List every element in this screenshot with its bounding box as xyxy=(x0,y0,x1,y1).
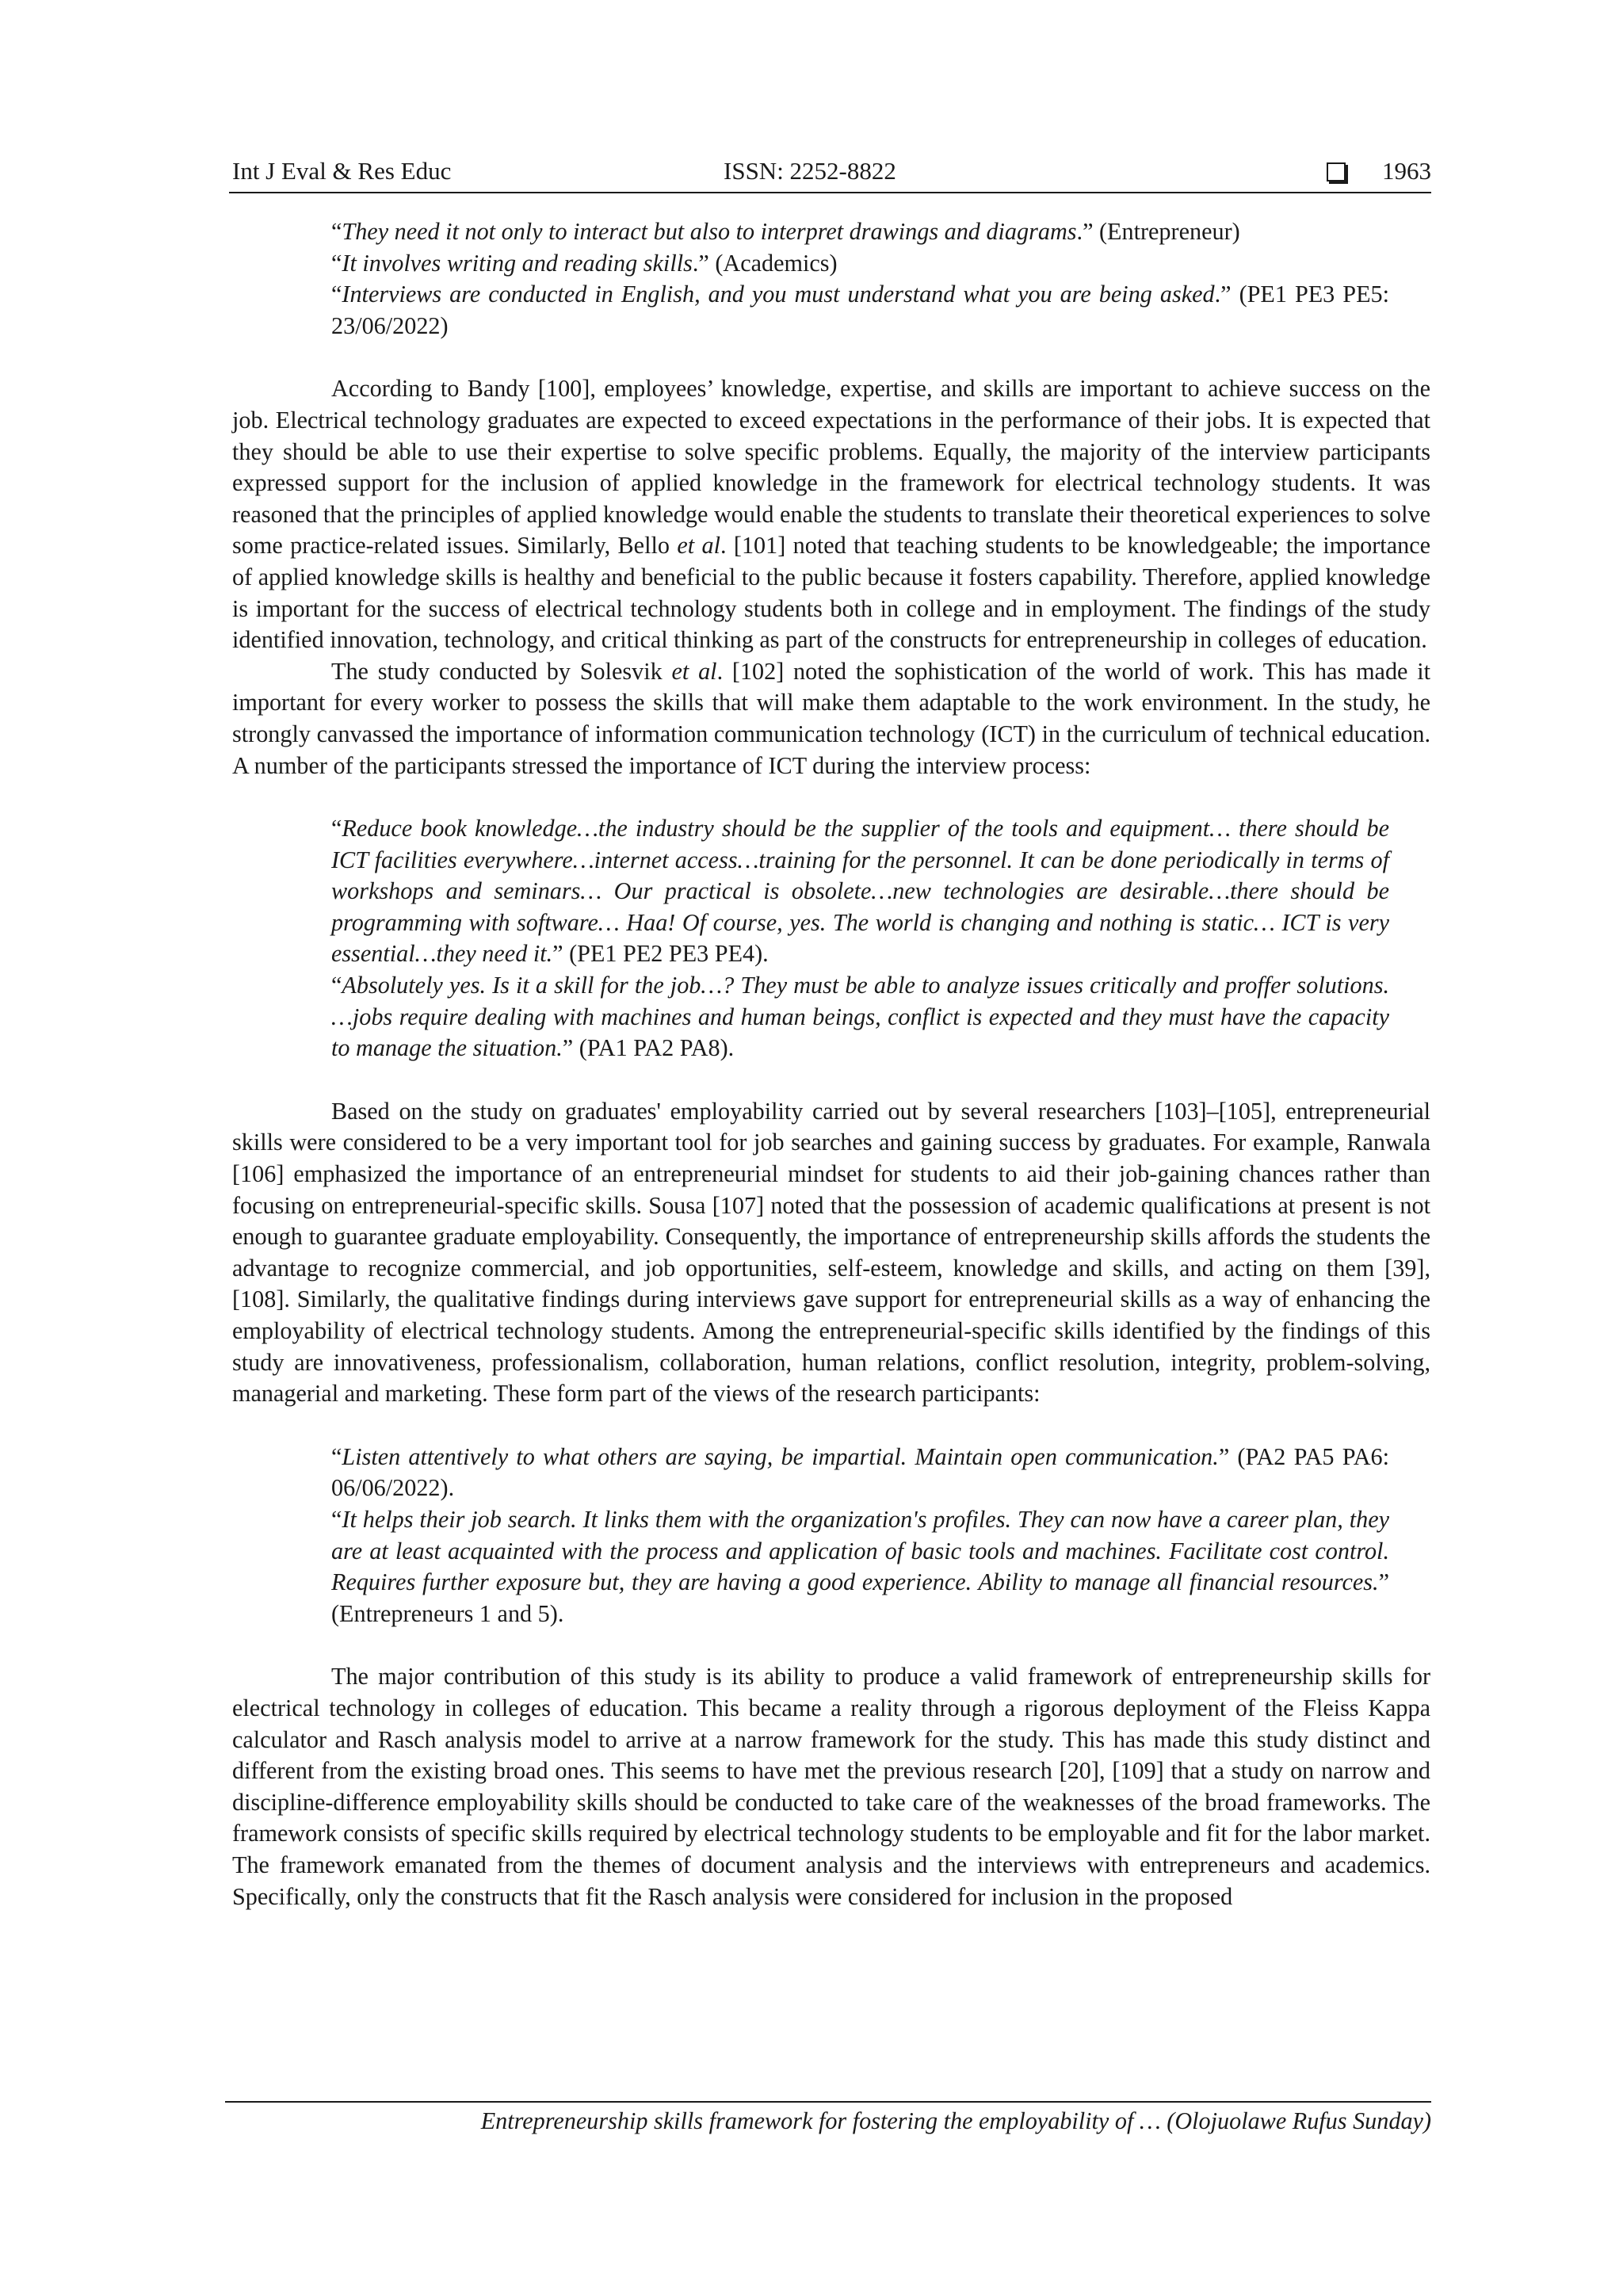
square-bullet-icon xyxy=(1327,162,1346,181)
quote: “They need it not only to interact but also to interpret drawings and diagrams.” (Entrepreneur) xyxy=(331,218,1240,245)
quote: “Reduce book knowledge…the industry should be the supplier of the tools and equipment… there should be ICT facilities everywhere…internet access…training for the personnel. It can be done periodically in terms of workshops and seminars… Our practical is obsolete…new technologies are desirable…there should be programming with software… Haa! Of course, yes. The world is changing and nothing is static… ICT is very essential…they need it.” (PE1 PE2 PE3 PE4). xyxy=(331,815,1389,968)
quote: “It helps their job search. It links them with the organization's profiles. They can now have a career plan, they are at least acquainted with the process and application of basic tools and machines. Facilitate cost control. Requires further exposure but, they are having a good experience. Ability to manage all financial resources.” (Entrepreneurs 1 and 5). xyxy=(331,1505,1389,1627)
quote: “It involves writing and reading skills.” (Academics) xyxy=(331,249,838,277)
paragraph: The major contribution of this study is its ability to produce a valid framework of entrepreneurship skills for electrical technology in colleges of education. This became a reality through a rigorous deployment of the Fleiss Kappa calculator and Rasch analysis model to arrive at a narrow framework for the study. This has made this study distinct and different from the existing broad ones. This seems to have met the previous research [20], [109] that a study on narrow and discipline-difference employability skills should be conducted to take care of the weaknesses of the broad frameworks. The framework consists of specific skills required by electrical technology students to be employable and fit for the labor market. The framework emanated from the themes of document analysis and the interviews with entrepreneurs and academics. Specifically, only the constructs that fit the Rasch analysis were considered for inclusion in the proposed xyxy=(232,1663,1430,1910)
running-footer: Entrepreneurship skills framework for fostering the employability of … (Olojuolawe Rufus Sunday) xyxy=(225,2101,1431,2135)
quote: “Listen attentively to what others are saying, be impartial. Maintain open communication.” (PA2 PA5 PA6: 06/06/2022). xyxy=(331,1442,1390,1502)
quote-block-3 xyxy=(331,1442,1389,1630)
paper-page xyxy=(229,0,1431,2296)
running-header xyxy=(229,155,1431,193)
paragraph: According to Bandy [100], employees’ knowledge, expertise, and skills are important to achieve success on the job. Electrical technology graduates are expected to exceed expectations in the performance of their jobs. It is expected that they should be able to use their expertise to solve specific problems. Equally, the majority of the interview participants expressed support for the inclusion of applied knowledge in the framework for electrical technology students. It was reasoned that the principles of applied knowledge would enable the students to translate their theoretical experiences to solve some practice-related issues. Similarly, Bello et al. [101] noted that teaching students to be knowledgeable; the importance of applied knowledge skills is healthy and beneficial to the public because it fosters capability. Therefore, applied knowledge is important for the success of electrical technology students both in college and in employment. The findings of the study identified innovation, technology, and critical thinking as part of the constructs for entrepreneurship in colleges of education. xyxy=(232,375,1430,654)
page-number: 1963 xyxy=(1382,157,1431,185)
quote-block-1 xyxy=(331,216,1389,342)
paragraph: Based on the study on graduates' employability carried out by several researchers [103]–[105], entrepreneurial skills were considered to be a very important tool for job searches and gaining success by graduates. For example, Ranwala [106] emphasized the importance of an entrepreneurial mindset for students to aid their job-gaining chances rather than focusing on entrepreneurial-specific skills. Sousa [107] noted that the possession of academic qualifications at present is not enough to guarantee graduate employability. Consequently, the importance of entrepreneurship skills affords the students the advantage to recognize commercial, and job opportunities, self-esteem, knowledge and skills, and acting on them [39], [108]. Similarly, the qualitative findings during interviews gave support for entrepreneurial skills as a way of enhancing the employability of electrical technology students. Among the entrepreneurial-specific skills identified by the findings of this study are innovativeness, professionalism, collaboration, human relations, conflict resolution, integrity, problem-solving, managerial and marketing. These form part of the views of the research participants: xyxy=(232,1097,1430,1408)
quote: “Absolutely yes. Is it a skill for the job…? They must be able to analyze issues critically and proffer solutions. …jobs require dealing with machines and human beings, conflict is expected and they must have the capacity to manage the situation.” (PA1 PA2 PA8). xyxy=(331,972,1389,1062)
body-text xyxy=(232,216,1430,1912)
paragraph: The study conducted by Solesvik et al. [102] noted the sophistication of the world of work. This has made it important for every worker to possess the skills that will make them adaptable to the work environment. In the study, he strongly canvassed the importance of information communication technology (ICT) in the curriculum of technical education. A number of the participants stressed the importance of ICT during the interview process: xyxy=(232,657,1431,779)
quote: “Interviews are conducted in English, and you must understand what you are being asked.” (PE1 PE3 PE5: 23/06/2022) xyxy=(331,281,1389,339)
journal-name: Int J Eval & Res Educ xyxy=(232,157,452,185)
issn: ISSN: 2252-8822 xyxy=(724,157,896,185)
page-number-group xyxy=(1327,157,1431,185)
quote-block-2 xyxy=(331,813,1389,1064)
